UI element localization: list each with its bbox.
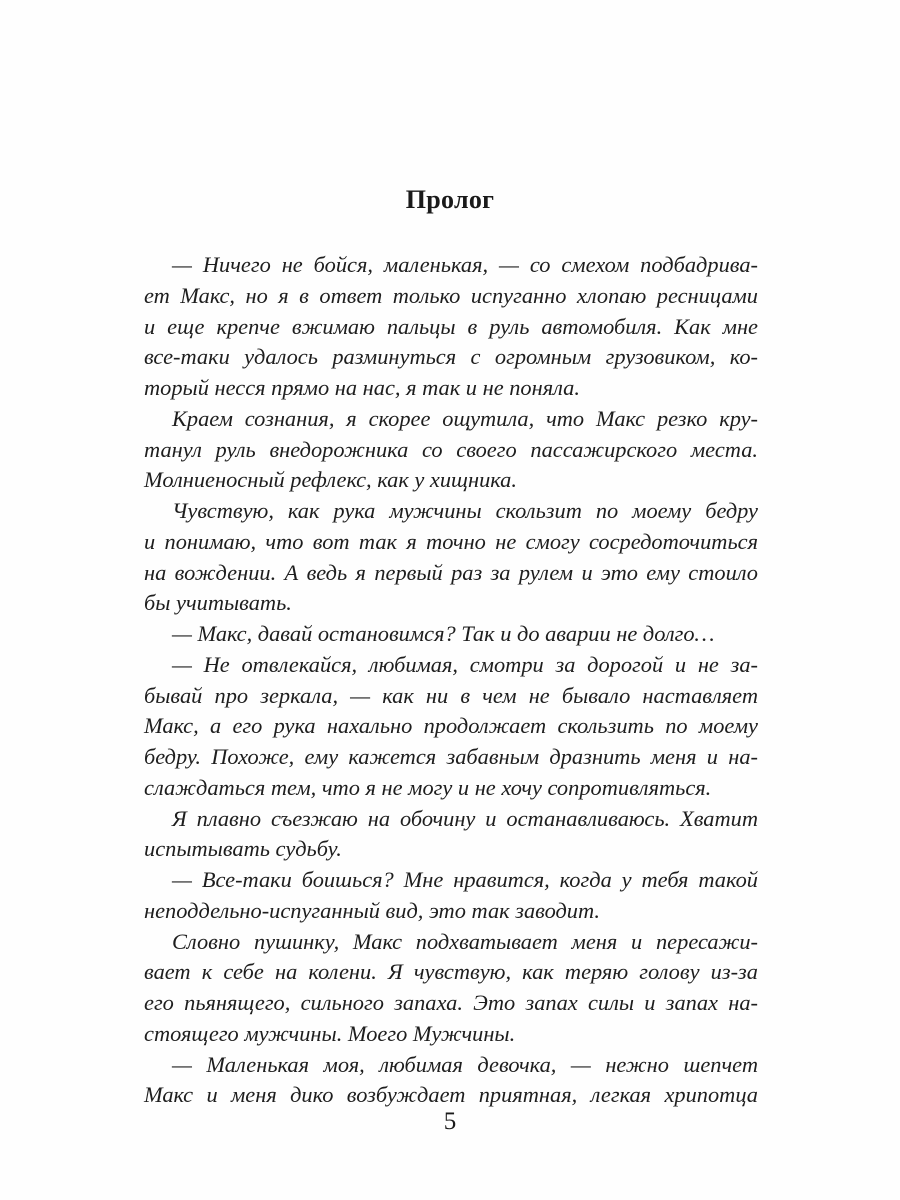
text-line: — Не отвлекайся, любимая, смотри за дорогой и не за- xyxy=(172,651,758,677)
text-line: торый несся прямо на нас, я так и не поняла. xyxy=(144,375,580,400)
text-line: вает к себе на колени. Я чувствую, как теряю голову из-за xyxy=(144,959,758,985)
text-line: ет Макс, но я в ответ только испуганно хлопаю ресницами xyxy=(144,282,758,308)
text-line: все-таки удалось разминуться с огромным грузовиком, ко- xyxy=(144,344,758,370)
text-line: Я плавно съезжаю на обочину и останавливаюсь. Хватит xyxy=(172,805,758,831)
text-line: Краем сознания, я скорее ощутила, что Макс резко кру- xyxy=(172,405,758,431)
text-line: бы учитывать. xyxy=(144,590,292,616)
text-line: слаждаться тем, что я не могу и не хочу сопротивляться. xyxy=(144,774,712,800)
text-line: — Ничего не бойся, маленькая, — со смехом подбадрива- xyxy=(172,252,758,277)
text-line: Макс и меня дико возбуждает приятная, легкая хрипотца xyxy=(144,1082,758,1108)
chapter-title: Пролог xyxy=(405,185,495,214)
text-line: и еще крепче вжимаю пальцы в руль автомобиля. Как мне xyxy=(144,313,758,339)
text-line: танул руль внедорожника со своего пассажирского места. xyxy=(144,436,758,462)
text-line: Молниеносный рефлекс, как у хищника. xyxy=(144,467,517,493)
text-line: — Все-таки боишься? Мне нравится, когда у тебя такой xyxy=(172,867,758,892)
text-line: Словно пушинку, Макс подхватывает меня и пересажи- xyxy=(172,928,758,954)
text-line: его пьянящего, сильного запаха. Это запах силы и запах на- xyxy=(144,990,758,1015)
page-number: 5 xyxy=(443,1108,457,1135)
text-line: бедру. Похоже, ему кажется забавным дразнить меня и на- xyxy=(144,744,758,769)
text-line: — Маленькая моя, любимая девочка, — нежно шепчет xyxy=(172,1051,758,1077)
text-line: и понимаю, что вот так я точно не смогу сосредоточиться xyxy=(144,528,758,554)
text-line: стоящего мужчины. Моего Мужчины. xyxy=(144,1020,516,1046)
text-line: Чувствую, как рука мужчины скользит по моему бедру xyxy=(172,498,758,523)
text-line: — Макс, давай остановимся? Так и до аварии не долго… xyxy=(172,621,715,646)
text-line: Макс, а его рука нахально продолжает скользить по моему xyxy=(144,713,758,739)
body-text xyxy=(144,250,758,1111)
text-line: на вождении. А ведь я первый раз за рулем и это ему стоило xyxy=(144,559,758,585)
text-line: испытывать судьбу. xyxy=(144,836,342,862)
text-line: бывай про зеркала, — как ни в чем не бывало наставляет xyxy=(144,682,758,708)
text-line: неподдельно-испуганный вид, это так заводит. xyxy=(144,897,601,923)
